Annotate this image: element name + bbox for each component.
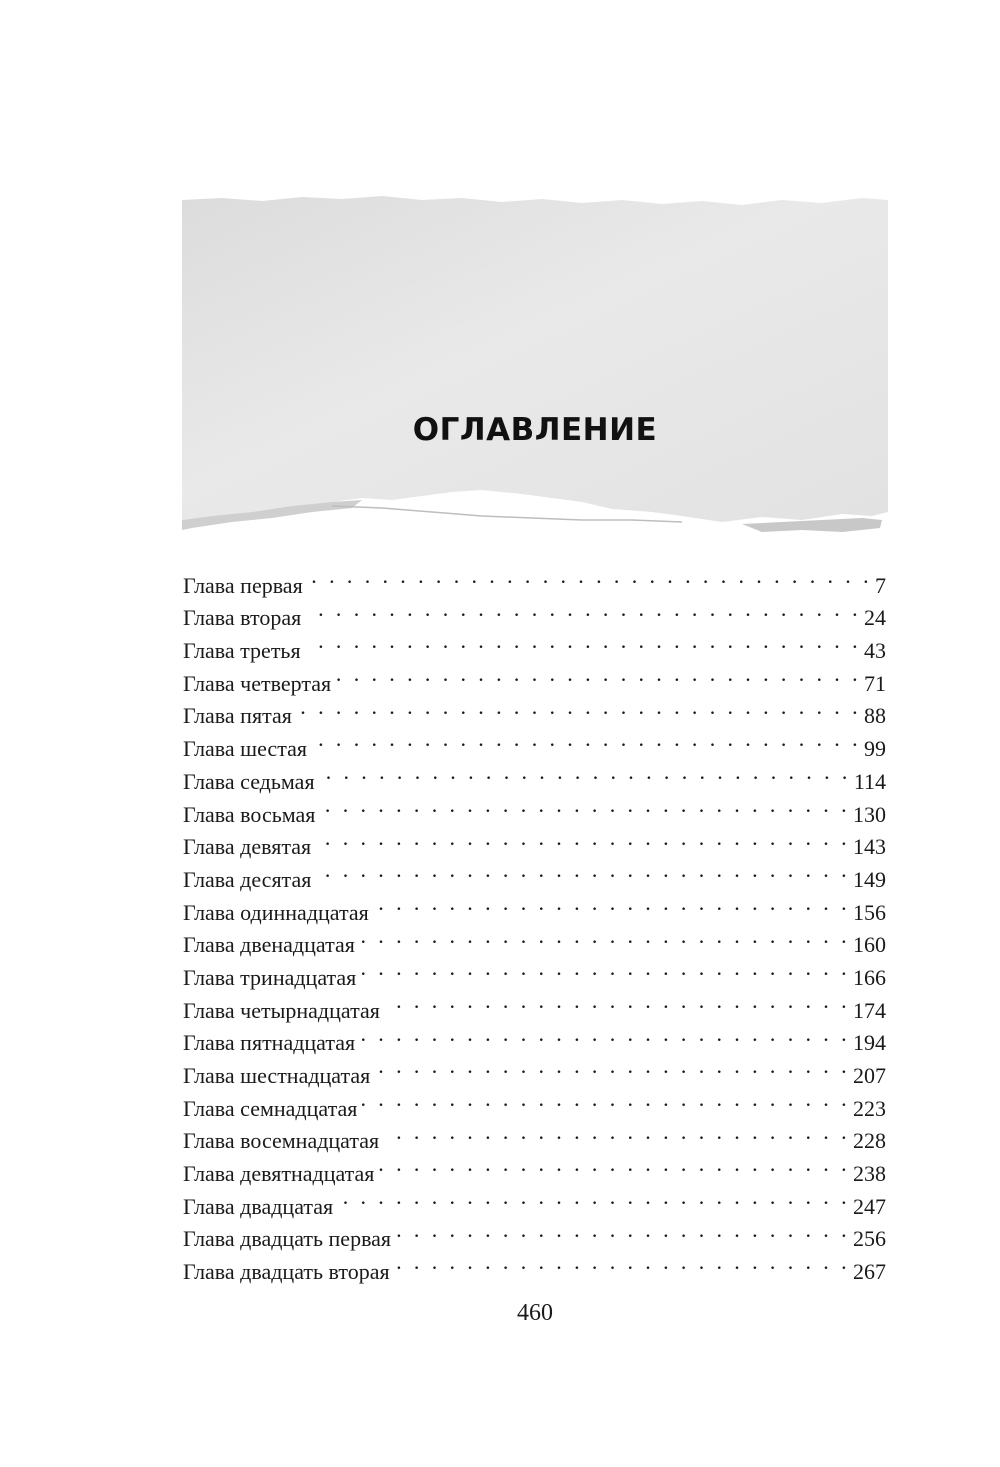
- toc-entry-title: Глава четырнадцатая: [183, 997, 380, 1023]
- toc-entry-page: 24: [864, 605, 886, 631]
- toc-entry-page: 114: [853, 768, 886, 794]
- torn-paper-graphic: [182, 194, 888, 539]
- toc-entry-title: Глава двадцать вторая: [183, 1259, 390, 1285]
- toc-entry-title: Глава шестая: [183, 736, 307, 762]
- toc-dot-leader: [395, 1214, 850, 1247]
- toc-entry-title: Глава пятая: [183, 703, 292, 729]
- toc-entry-page: 7: [875, 572, 886, 598]
- toc-entry-page: 160: [853, 932, 886, 958]
- toc-entry-page: 99: [864, 736, 886, 762]
- toc-dot-leader: [305, 593, 861, 626]
- toc-entry-page: 156: [853, 899, 886, 925]
- toc-entry-title: Глава восемнадцатая: [183, 1128, 380, 1154]
- toc-dot-leader: [384, 985, 850, 1018]
- toc-entry-page: 228: [853, 1128, 886, 1154]
- toc-dot-leader: [319, 756, 851, 789]
- toc-entry-page: 247: [853, 1193, 886, 1219]
- toc-entry-page: 207: [853, 1063, 886, 1088]
- toc-entry-title: Глава двадцать первая: [183, 1226, 392, 1252]
- toc-entry-page: 194: [853, 1030, 886, 1056]
- toc-entry-title: Глава вторая: [183, 605, 302, 631]
- toc-entry: [183, 560, 886, 598]
- toc-dot-leader: [378, 1148, 850, 1181]
- toc-entry-title: Глава девятнадцатая: [183, 1161, 375, 1187]
- toc-entry-page: 149: [853, 866, 886, 892]
- toc-dot-leader: [383, 1116, 850, 1149]
- toc-entry-title: Глава десятая: [183, 866, 312, 892]
- table-of-contents: [183, 560, 886, 1285]
- toc-dot-leader: [315, 822, 850, 855]
- toc-entry-title: Глава восьмая: [183, 801, 316, 827]
- toc-dot-leader: [359, 920, 850, 953]
- toc-entry-page: 43: [864, 638, 886, 664]
- toc-entry-page: 238: [853, 1161, 886, 1187]
- toc-entry-page: 143: [853, 834, 886, 860]
- toc-entry-page: 267: [853, 1259, 886, 1285]
- torn-paper-banner: [182, 194, 888, 539]
- page-number: 460: [517, 1300, 553, 1326]
- toc-entry-page: 71: [864, 670, 886, 696]
- toc-entry-title: Глава двадцатая: [183, 1193, 334, 1219]
- toc-dot-leader: [394, 1246, 850, 1279]
- toc-entry-title: Глава третья: [183, 638, 301, 664]
- toc-dot-leader: [319, 789, 850, 822]
- toc-entry-title: Глава первая: [183, 572, 303, 598]
- toc-dot-leader: [315, 854, 850, 887]
- toc-entry-page: 256: [853, 1226, 886, 1252]
- toc-dot-leader: [360, 952, 850, 985]
- toc-entry-page: 130: [853, 801, 886, 827]
- toc-dot-leader: [361, 1083, 850, 1116]
- toc-dot-leader: [311, 723, 861, 756]
- toc-dot-leader: [307, 560, 872, 593]
- toc-dot-leader: [335, 658, 861, 691]
- toc-entry-title: Глава шестнадцатая: [183, 1063, 371, 1088]
- toc-dot-leader: [373, 887, 850, 920]
- toc-entry-title: Глава семнадцатая: [183, 1095, 358, 1121]
- toc-entry-page: 174: [853, 997, 886, 1023]
- page-title: ОГЛАВЛЕНИЕ: [412, 412, 658, 448]
- toc-dot-leader: [337, 1181, 850, 1214]
- toc-entry-title: Глава седьмая: [183, 768, 315, 794]
- toc-entry-title: Глава пятнадцатая: [183, 1030, 356, 1056]
- toc-entry-page: 223: [853, 1095, 886, 1121]
- toc-dot-leader: [305, 625, 861, 658]
- toc-entry-title: Глава тринадцатая: [183, 964, 357, 990]
- toc-entry-title: Глава четвертая: [183, 670, 332, 696]
- toc-entry-title: Глава двенадцатая: [183, 932, 355, 958]
- toc-entry-page: 88: [864, 703, 886, 729]
- toc-entry-page: 166: [853, 964, 886, 990]
- toc-entry-title: Глава одиннадцатая: [183, 899, 369, 925]
- toc-dot-leader: [296, 691, 861, 724]
- toc-dot-leader: [359, 1018, 850, 1051]
- toc-dot-leader: [374, 1050, 850, 1083]
- toc-entry-title: Глава девятая: [183, 834, 312, 860]
